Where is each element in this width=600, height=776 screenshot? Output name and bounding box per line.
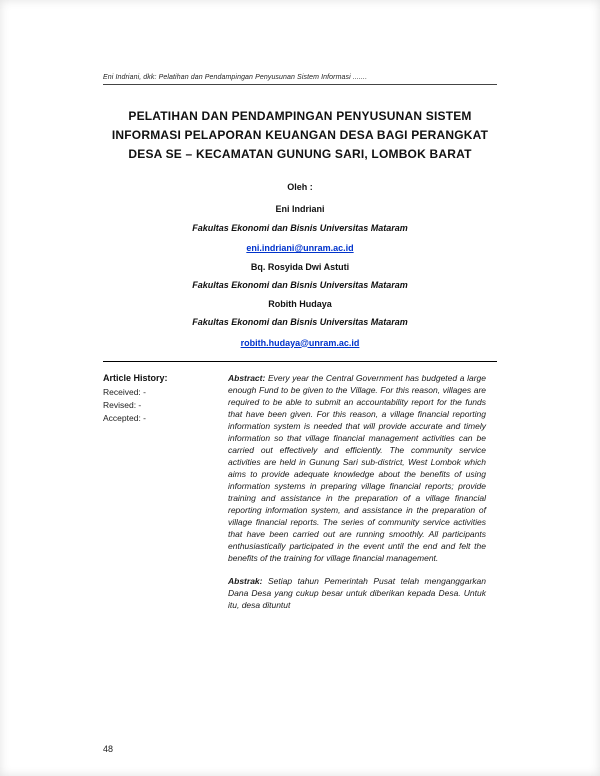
author-affiliation: Fakultas Ekonomi dan Bisnis Universitas Mataram xyxy=(192,222,408,233)
abstract-indonesian xyxy=(228,575,486,611)
author-name: Bq. Rosyida Dwi Astuti xyxy=(250,261,350,272)
author-name: Robith Hudaya xyxy=(268,298,332,309)
abstract-english-label: Abstract: xyxy=(228,373,266,383)
author-affiliation: Fakultas Ekonomi dan Bisnis Universitas Mataram xyxy=(192,280,408,290)
page-number: 48 xyxy=(103,744,114,754)
article-history xyxy=(103,372,228,425)
author-email-link[interactable]: eni.indriani@unram.ac.id xyxy=(246,243,354,253)
author-email-link[interactable]: robith.hudaya@unram.ac.id xyxy=(240,337,360,348)
abstract-english-text: Every year the Central Government has budgeted a large enough Fund to be given to the Village. For this reason, villages are required to be able to submit an accountability report for the funds that have been given. For this reason, a village financial reporting information system is needed that will provide accurate and timely information so that village financial management activities can be carried out effectively and efficiently. The community service activities are held in Gunung Sari sub-district, West Lombok which aims to provide adequate knowledge about the benefits of using information systems in preparing village financial reports; provide training and assistance in the preparation of a village financial reporting information system, and assistance in the preparation of village financial reports. The series of community service activities that have been carried out are running smoothly. All participants enthusiastically participated in the event until the end and felt the benefits of the training for village financial management. xyxy=(228,373,486,563)
history-received: Received: - xyxy=(103,387,146,397)
article-history-heading: Article History: xyxy=(103,373,168,383)
history-revised: Revised: - xyxy=(103,400,142,410)
byline-label: Oleh : xyxy=(287,182,313,192)
paper-title: PELATIHAN DAN PENDAMPINGAN PENYUSUNAN SISTEM INFORMASI PELAPORAN KEUANGAN DESA BAGI PERANGKAT DESA SE – KECAMATAN GUNUNG SARI, LOMBOK BARAT xyxy=(111,109,489,161)
history-accepted: Accepted: - xyxy=(103,413,146,423)
author-list xyxy=(103,204,497,349)
abstract-section xyxy=(103,372,497,622)
abstract-english xyxy=(228,372,486,564)
section-divider xyxy=(103,361,497,362)
abstract-column xyxy=(228,372,486,622)
author-affiliation: Fakultas Ekonomi dan Bisnis Universitas Mataram xyxy=(192,317,408,327)
author-name: Eni Indriani xyxy=(275,204,325,214)
abstract-indonesian-text: Setiap tahun Pemerintah Pusat telah menganggarkan Dana Desa yang cukup besar untuk diberikan kepada Desa. Untuk itu, desa dituntut xyxy=(228,576,486,610)
abstract-indonesian-label: Abstrak: xyxy=(228,576,263,586)
running-head: Eni Indriani, dkk: Pelatihan dan Pendampingan Penyusunan Sistem Informasi ....... xyxy=(103,74,497,85)
